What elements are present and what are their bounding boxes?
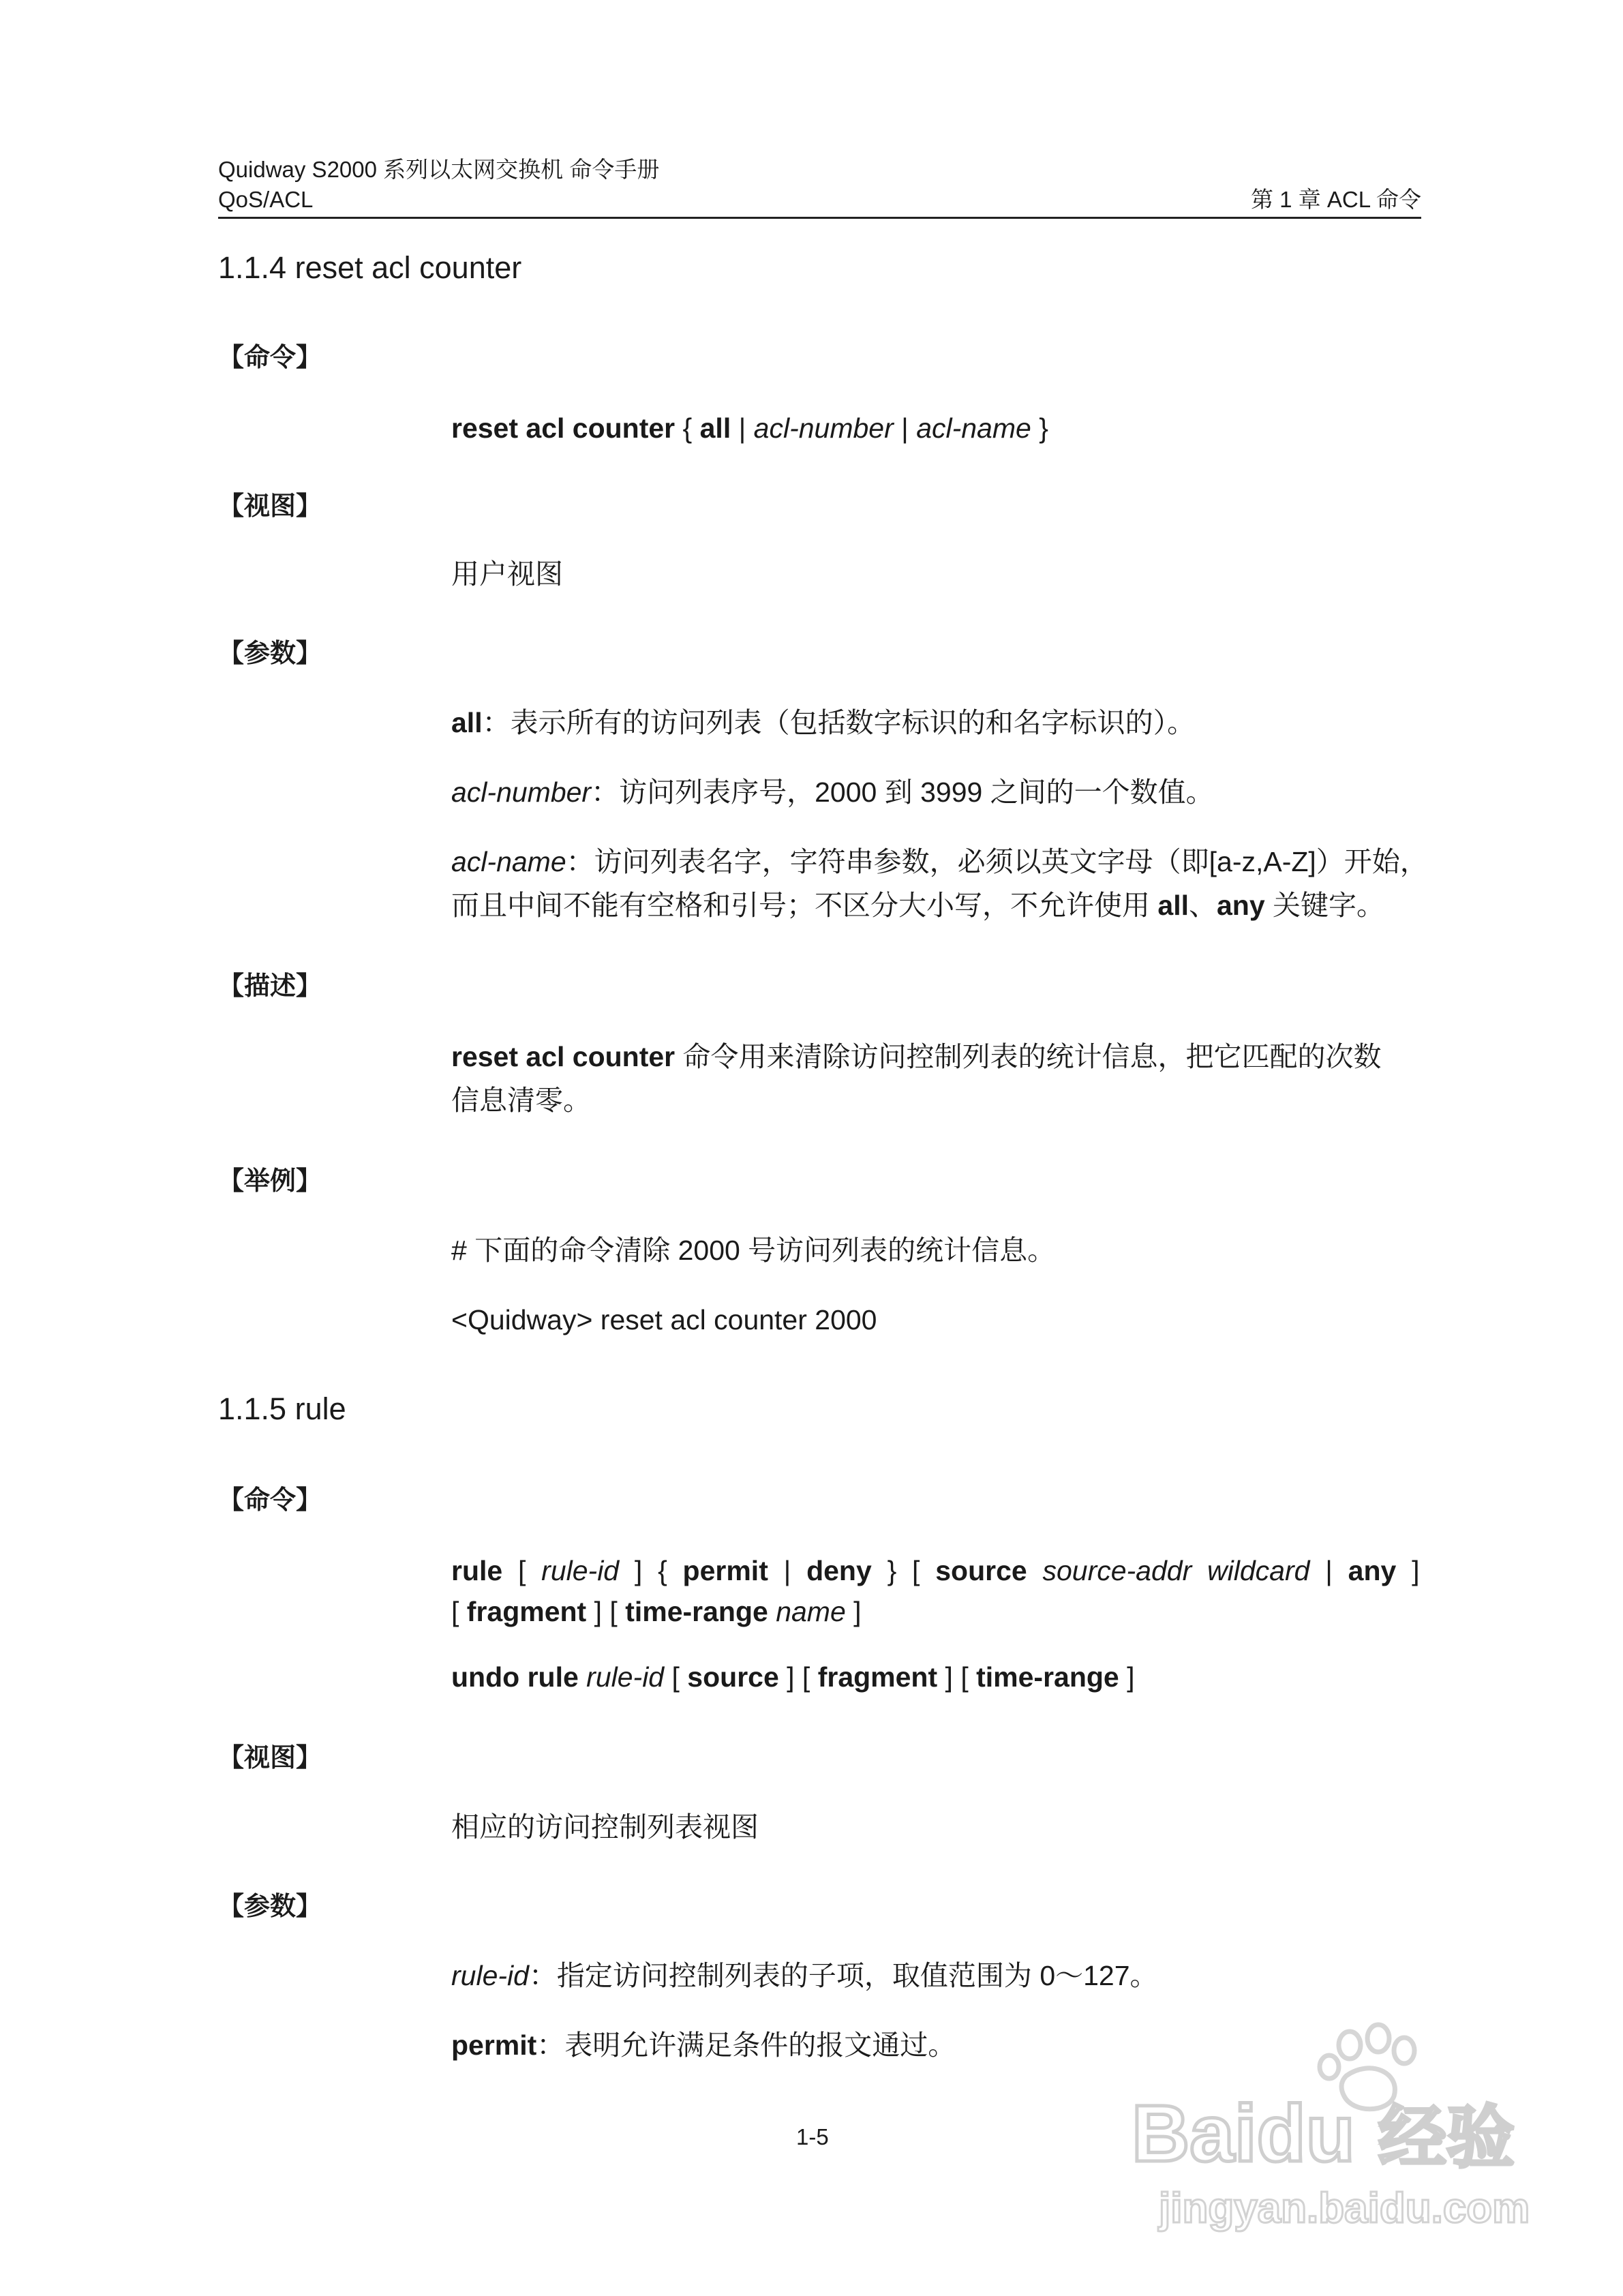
param-rule-id: rule-id：指定访问控制列表的子项，取值范围为 0～127。	[451, 1960, 1158, 1991]
description-line1: reset acl counter 命令用来清除访问控制列表的统计信息，把它匹配的次数	[451, 1041, 1382, 1072]
example-note: # 下面的命令清除 2000 号访问列表的统计信息。	[451, 1235, 1056, 1266]
view-text: 相应的访问控制列表视图	[451, 1811, 759, 1843]
label-params: 【参数】	[218, 639, 322, 668]
paw-logo-icon	[1125, 2018, 1561, 2250]
label-command: 【命令】	[218, 344, 322, 372]
section-1-1-5-title: 1.1.5 rule	[218, 1391, 346, 1426]
param-permit: permit：表明允许满足条件的报文通过。	[451, 2029, 956, 2061]
rule-syntax-line2: [ fragment ] [ time-range name ]	[451, 1596, 862, 1627]
svg-text:Baidu: Baidu	[1132, 2089, 1355, 2179]
svg-text:jingyan.baidu.com: jingyan.baidu.com	[1159, 2185, 1530, 2232]
section-1-1-4-title: 1.1.4 reset acl counter	[218, 250, 522, 285]
baidu-jingyan-watermark	[1125, 2018, 1561, 2250]
param-all: all：表示所有的访问列表（包括数字标识的和名字标识的）。	[451, 707, 1196, 738]
label-command: 【命令】	[218, 1486, 322, 1515]
header-rule	[218, 217, 1421, 219]
label-view: 【视图】	[218, 492, 322, 521]
command-syntax: reset acl counter { all | acl-number | acl-name }	[451, 412, 1048, 444]
label-params: 【参数】	[218, 1892, 322, 1921]
header-title: Quidway S2000 系列以太网交换机 命令手册	[218, 157, 660, 182]
svg-text:经验: 经验	[1378, 2098, 1515, 2177]
label-description: 【描述】	[218, 972, 322, 1001]
header-section: QoS/ACL	[218, 187, 314, 212]
example-command: <Quidway> reset acl counter 2000	[451, 1304, 877, 1335]
undo-rule-syntax: undo rule rule-id [ source ] [ fragment ] [ time-range ]	[451, 1661, 1135, 1693]
description-line2: 信息清零。	[451, 1085, 591, 1116]
param-acl-name-cont: 而且中间不能有空格和引号；不区分大小写，不允许使用 all、any 关键字。	[451, 890, 1385, 921]
param-acl-number: acl-number：访问列表序号，2000 到 3999 之间的一个数值。	[451, 776, 1214, 808]
label-example: 【举例】	[218, 1167, 322, 1196]
label-view: 【视图】	[218, 1744, 322, 1772]
page-number: 1-5	[796, 2124, 829, 2149]
view-text: 用户视图	[451, 558, 563, 590]
rule-syntax-line1: rule [ rule-id ] { permit | deny } [ source source-addr wildcard | any ]	[451, 1555, 1420, 1586]
header-chapter: 第 1 章 ACL 命令	[1251, 187, 1421, 212]
param-acl-name: acl-name：访问列表名字，字符串参数，必须以英文字母（即[a-z,A-Z]）开始，	[451, 846, 1428, 877]
